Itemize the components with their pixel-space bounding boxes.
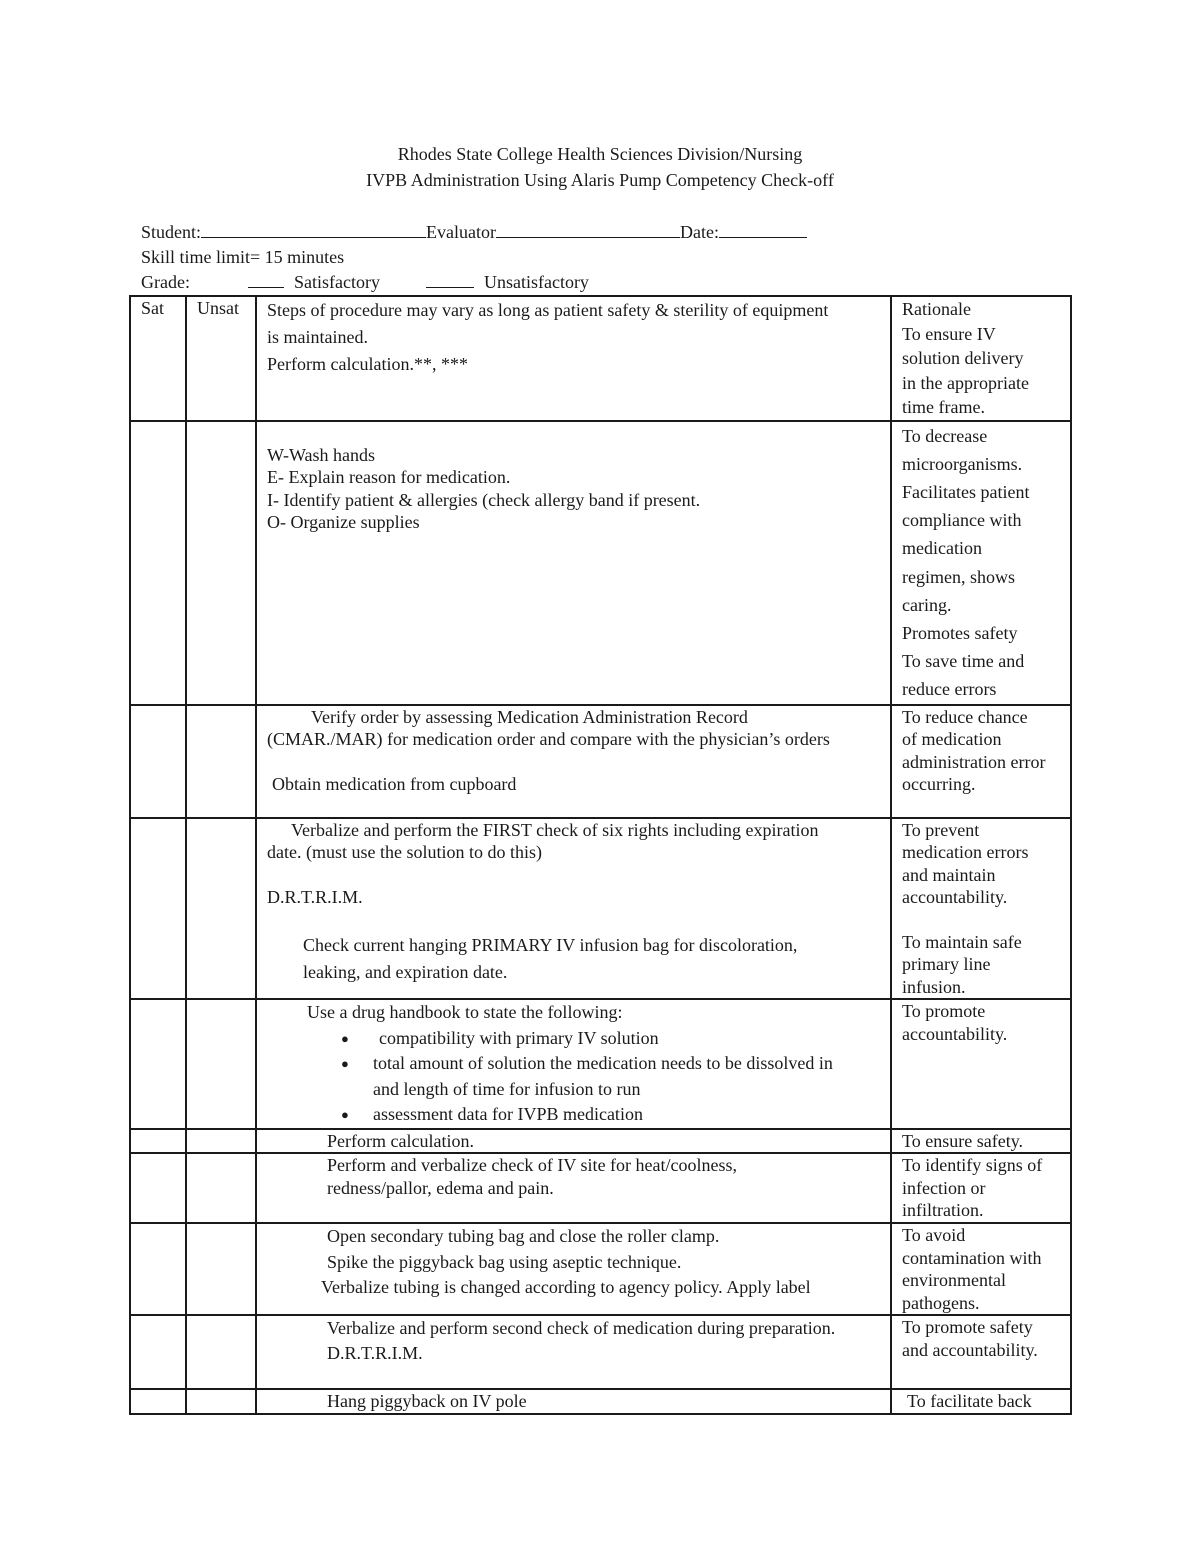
satisfactory-blank[interactable] <box>248 273 284 288</box>
table-row <box>130 999 1071 1129</box>
rationale-cell <box>891 818 1071 1000</box>
rationale-text: regimen, shows <box>902 566 1015 587</box>
list-item: ● compatibility with primary IV solution <box>267 1026 884 1052</box>
list-item: ● assessment data for IVPB medication <box>267 1102 884 1128</box>
grade-line <box>141 270 589 294</box>
unsat-checkbox-cell[interactable] <box>186 421 256 705</box>
rationale-cell <box>891 705 1071 818</box>
unsat-checkbox-cell[interactable] <box>186 999 256 1129</box>
date-field[interactable] <box>719 223 807 238</box>
table-row <box>130 421 1071 705</box>
rationale-text: infusion. <box>902 976 966 997</box>
step-text: D.R.T.R.I.M. <box>267 886 363 907</box>
unsat-header: Unsat <box>186 296 256 421</box>
rationale-text: Promotes safety <box>902 622 1018 643</box>
step-text: Perform calculation. <box>327 1130 474 1151</box>
rationale-text: reduce errors <box>902 679 997 700</box>
rationale-text: solution delivery <box>902 348 1024 368</box>
rationale-text: To ensure safety. <box>902 1130 1024 1151</box>
student-line <box>141 220 807 244</box>
sat-checkbox-cell[interactable] <box>130 1223 186 1315</box>
sat-checkbox-cell[interactable] <box>130 999 186 1129</box>
step-cell <box>256 1315 891 1389</box>
sat-checkbox-cell[interactable] <box>130 421 186 705</box>
rationale-text: To reduce chance <box>902 706 1028 727</box>
unsat-checkbox-cell[interactable] <box>186 705 256 818</box>
table-row <box>130 1129 1071 1154</box>
rationale-text: compliance with <box>902 510 1022 531</box>
step-text: Perform and verbalize check of IV site for heat/coolness, <box>327 1155 738 1176</box>
rationale-text: and maintain <box>902 864 996 885</box>
rationale-text: To maintain safe <box>902 931 1022 952</box>
step-text: Verbalize tubing is changed according to agency policy. Apply label <box>321 1277 811 1298</box>
rationale-cell <box>891 1315 1071 1389</box>
unsat-checkbox-cell[interactable] <box>186 1129 256 1154</box>
rationale-text: infection or <box>902 1177 986 1198</box>
rationale-header: Rationale <box>902 299 971 319</box>
rationale-text: To save time and <box>902 651 1025 672</box>
step-cell <box>256 1223 891 1315</box>
step-text: Verbalize and perform the FIRST check of six rights including expiration <box>291 819 819 840</box>
step-cell <box>256 1389 891 1414</box>
rationale-text: To avoid <box>902 1225 966 1246</box>
satisfactory-label: Satisfactory <box>293 272 380 292</box>
sat-checkbox-cell[interactable] <box>130 1389 186 1414</box>
table-row <box>130 818 1071 1000</box>
rationale-text: time frame. <box>902 397 985 417</box>
rationale-text: administration error <box>902 751 1046 772</box>
rationale-cell <box>891 1223 1071 1315</box>
rationale-cell <box>891 1153 1071 1223</box>
rationale-text: To identify signs of <box>902 1155 1043 1176</box>
table-row <box>130 296 1071 421</box>
rationale-text: To prevent <box>902 819 980 840</box>
student-label: Student: <box>141 222 202 242</box>
rationale-cell <box>891 1129 1071 1154</box>
step-text: Hang piggyback on IV pole <box>327 1391 527 1412</box>
rationale-text: Facilitates patient <box>902 481 1030 502</box>
rationale-text: primary line <box>902 954 991 975</box>
step-text: Use a drug handbook to state the following: <box>307 1002 623 1023</box>
step-text: O- Organize supplies <box>267 512 420 532</box>
unsat-checkbox-cell[interactable] <box>186 818 256 1000</box>
sat-checkbox-cell[interactable] <box>130 1153 186 1223</box>
unsatisfactory-label: Unsatisfactory <box>483 272 589 292</box>
step-text: Verbalize and perform second check of medication during preparation. <box>327 1318 836 1339</box>
rationale-text: infiltration. <box>902 1200 984 1221</box>
step-text: Steps of procedure may vary as long as patient safety & sterility of equipment <box>267 300 829 320</box>
unsat-checkbox-cell[interactable] <box>186 1315 256 1389</box>
step-cell <box>256 421 891 705</box>
rationale-cell <box>891 999 1071 1129</box>
rationale-text: To facilitate back <box>907 1391 1032 1412</box>
unsatisfactory-blank[interactable] <box>426 273 474 288</box>
table-row <box>130 1223 1071 1315</box>
date-label: Date: <box>680 222 719 242</box>
grade-label: Grade: <box>141 272 190 292</box>
sat-checkbox-cell[interactable] <box>130 1129 186 1154</box>
step-text: (CMAR./MAR) for medication order and compare with the physician’s orders <box>267 729 830 750</box>
rationale-text: pathogens. <box>902 1292 980 1313</box>
institution-title: Rhodes State College Health Sciences Division/Nursing <box>397 144 803 164</box>
step-text: D.R.T.R.I.M. <box>327 1343 423 1364</box>
step-cell <box>256 999 891 1129</box>
bullet-list <box>267 1026 884 1128</box>
rationale-text: caring. <box>902 594 952 615</box>
rationale-text: medication <box>902 538 982 559</box>
step-cell <box>256 1129 891 1154</box>
step-text: is maintained. <box>267 327 368 347</box>
sat-checkbox-cell[interactable] <box>130 705 186 818</box>
rationale-text: accountability. <box>902 1023 1008 1044</box>
time-limit: Skill time limit= 15 minutes <box>141 247 345 267</box>
rationale-text: To promote safety <box>902 1317 1033 1338</box>
competency-table <box>129 295 1072 1415</box>
evaluator-label: Evaluator <box>426 222 496 242</box>
step-text: Perform calculation.**, *** <box>267 354 468 374</box>
student-field[interactable] <box>201 223 426 238</box>
rationale-text: in the appropriate <box>902 372 1029 393</box>
sat-checkbox-cell[interactable] <box>130 818 186 1000</box>
step-text: redness/pallor, edema and pain. <box>327 1177 554 1198</box>
step-text: W-Wash hands <box>267 444 376 465</box>
rationale-text: contamination with <box>902 1247 1042 1268</box>
rationale-text: To ensure IV <box>902 323 996 344</box>
step-text: Verify order by assessing Medication Administration Record <box>311 706 748 727</box>
rationale-text: occurring. <box>902 774 976 795</box>
rationale-text: accountability. <box>902 887 1008 908</box>
rationale-text: medication errors <box>902 842 1029 863</box>
unsat-checkbox-cell[interactable] <box>186 1153 256 1223</box>
unsat-checkbox-cell[interactable] <box>186 1223 256 1315</box>
form-title: IVPB Administration Using Alaris Pump Competency Check-off <box>366 170 834 190</box>
step-text: E- Explain reason for medication. <box>267 467 511 487</box>
table-row <box>130 1153 1071 1223</box>
rationale-text: To decrease <box>902 425 988 446</box>
step-text: Open secondary tubing bag and close the roller clamp. <box>327 1226 720 1247</box>
step-cell <box>256 818 891 1000</box>
list-item: ● total amount of solution the medication needs to be dissolved in and length of time for infusion to run <box>267 1051 884 1102</box>
rationale-text: To promote <box>902 1001 986 1022</box>
step-cell <box>256 296 891 421</box>
rationale-text: of medication <box>902 729 1002 750</box>
rationale-cell <box>891 421 1071 705</box>
step-text: Obtain medication from cupboard <box>272 773 517 794</box>
sat-checkbox-cell[interactable] <box>130 1315 186 1389</box>
evaluator-field[interactable] <box>496 223 680 238</box>
step-text: leaking, and expiration date. <box>303 962 508 983</box>
step-text: I- Identify patient & allergies (check allergy band if present. <box>267 489 701 510</box>
step-text: date. (must use the solution to do this) <box>267 842 542 863</box>
step-text: Check current hanging PRIMARY IV infusion bag for discoloration, <box>303 935 798 956</box>
step-text: Spike the piggyback bag using aseptic technique. <box>327 1251 682 1272</box>
unsat-checkbox-cell[interactable] <box>186 1389 256 1414</box>
step-cell <box>256 705 891 818</box>
rationale-text: microorganisms. <box>902 453 1023 474</box>
sat-header: Sat <box>130 296 186 421</box>
rationale-text: environmental <box>902 1270 1006 1291</box>
step-cell <box>256 1153 891 1223</box>
rationale-cell <box>891 296 1071 421</box>
rationale-text: and accountability. <box>902 1339 1038 1360</box>
rationale-cell <box>891 1389 1071 1414</box>
table-row <box>130 1389 1071 1414</box>
table-row <box>130 705 1071 818</box>
table-row <box>130 1315 1071 1389</box>
